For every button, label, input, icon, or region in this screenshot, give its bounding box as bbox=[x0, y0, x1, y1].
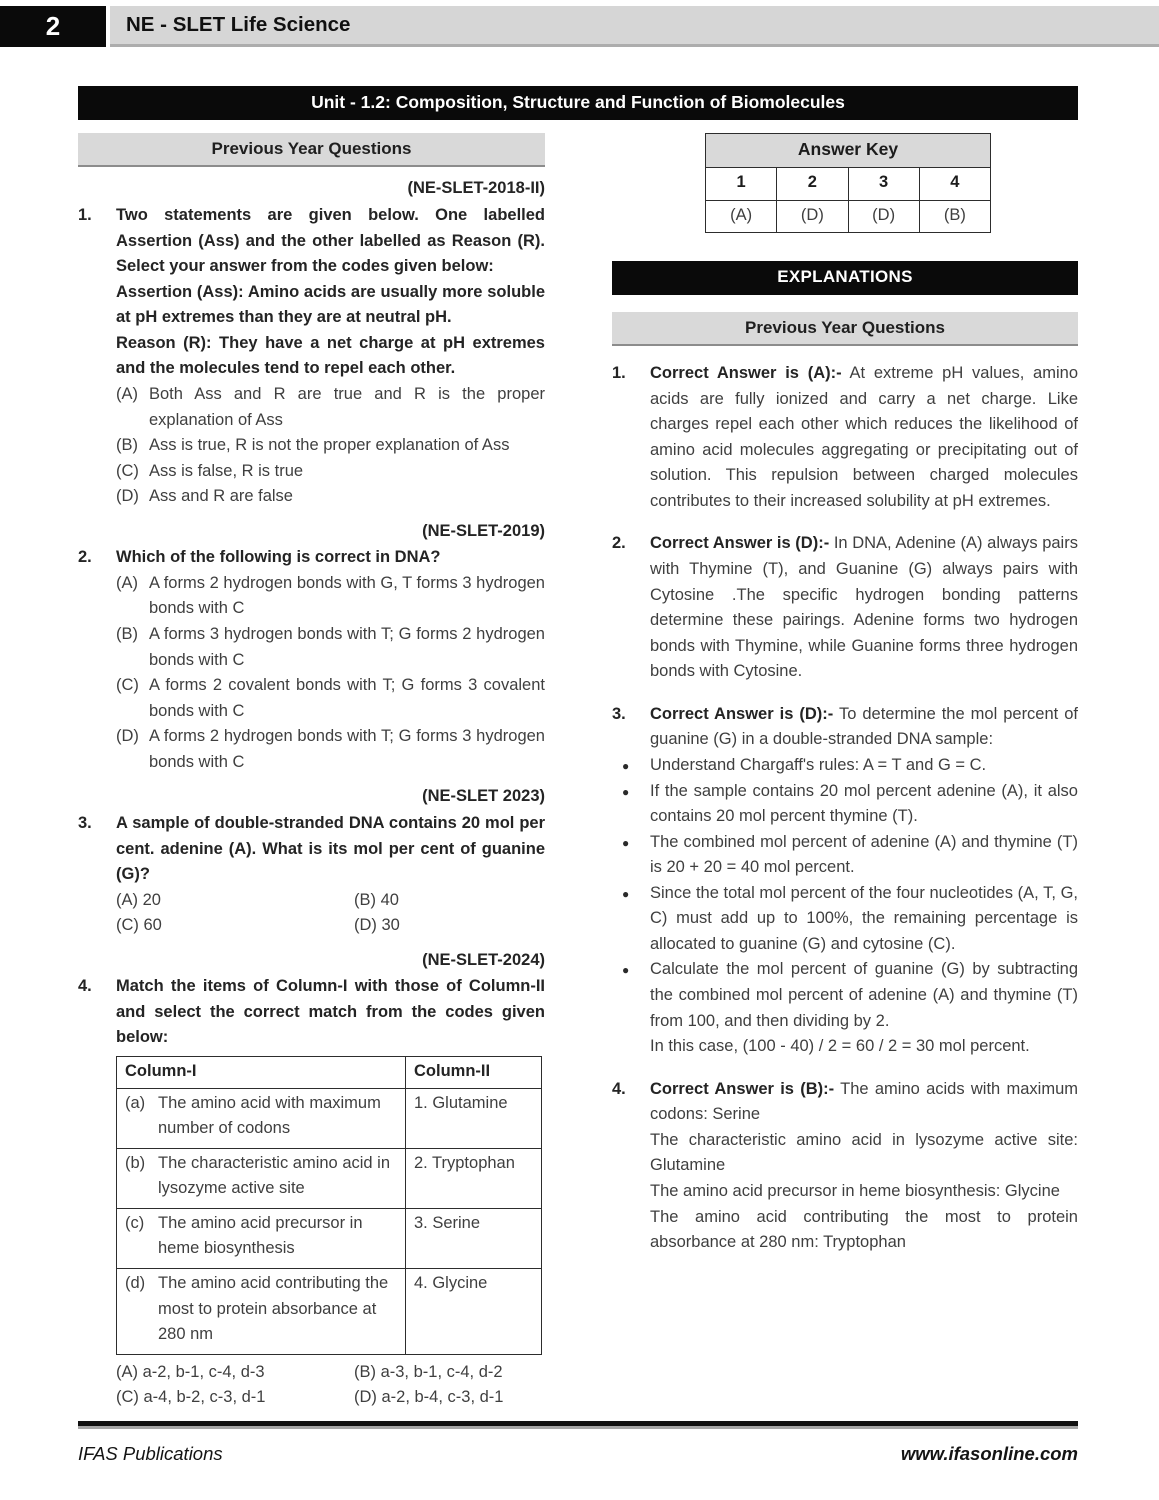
row-match: 2. Tryptophan bbox=[406, 1148, 542, 1208]
publisher-name: IFAS Publications bbox=[78, 1443, 223, 1464]
option-a bbox=[116, 571, 545, 622]
answer-key-answer-row bbox=[706, 200, 991, 233]
answer-1: (A) bbox=[706, 200, 777, 233]
question-body bbox=[116, 811, 545, 939]
page-number-box bbox=[0, 6, 106, 47]
option-marker: (D) bbox=[116, 727, 139, 746]
explanations-banner: EXPLANATIONS bbox=[612, 261, 1078, 294]
answer-key-number-row bbox=[706, 168, 991, 201]
table-row-d bbox=[117, 1268, 542, 1354]
option-text: Ass is true, R is not the proper explanation of Ass bbox=[149, 436, 510, 455]
table-row-a bbox=[117, 1088, 542, 1148]
bullet-text: Calculate the mol percent of guanine (G) by subtracting the combined mol percent of adenine (A) and thymine (T) from 100, and then dividing by 2. bbox=[650, 960, 1078, 1030]
question-number: 1. bbox=[78, 206, 92, 225]
question-number: 2. bbox=[78, 548, 92, 567]
code-c: (C) a-4, b-2, c-3, d-1 bbox=[116, 1388, 266, 1407]
bullet-item bbox=[612, 830, 1078, 881]
match-table bbox=[116, 1056, 542, 1355]
bullet-item bbox=[612, 881, 1078, 958]
bullet-marker: ● bbox=[622, 835, 630, 850]
question-col-4: 4 bbox=[919, 168, 990, 201]
bullet-text: If the sample contains 20 mol percent adenine (A), it also contains 20 mol percent thymine (T). bbox=[650, 781, 1078, 826]
unit-banner: Unit - 1.2: Composition, Structure and Function of Biomolecules bbox=[78, 86, 1078, 120]
option-d bbox=[116, 484, 545, 510]
footer-divider bbox=[78, 1421, 1078, 1429]
explanation-number: 2. bbox=[612, 534, 626, 553]
row-marker: (c) bbox=[125, 1213, 145, 1232]
explanation-line: The amino acids with maximum codons: Serine bbox=[650, 1079, 1078, 1124]
explanation-text: In DNA, Adenine (A) always pairs with Thymine (T), and Guanine (G) always pairs with Cytosine .The specific hydrogen bonding patterns determine these pairings. Adenine forms two hydrogen bonds with Thymine, while Guanine forms three hydrogen bonds with Cytosine. bbox=[650, 534, 1078, 681]
question-stem: Which of the following is correct in DNA? bbox=[116, 548, 441, 567]
option-b bbox=[116, 433, 545, 459]
column-1-header: Column-I bbox=[117, 1057, 406, 1089]
column-2-header: Column-II bbox=[406, 1057, 542, 1089]
page-footer bbox=[78, 1421, 1078, 1469]
correct-answer-lead: Correct Answer is (A):- bbox=[650, 364, 842, 383]
answer-4: (B) bbox=[919, 200, 990, 233]
answer-key-table bbox=[705, 133, 991, 233]
table-row-b bbox=[117, 1148, 542, 1208]
table-row-c bbox=[117, 1208, 542, 1268]
bullet-text: The combined mol percent of adenine (A) and thymine (T) is 20 + 20 = 40 mol percent. bbox=[650, 832, 1078, 877]
row-marker: (d) bbox=[125, 1273, 146, 1292]
option-d bbox=[116, 724, 545, 775]
question-2 bbox=[78, 545, 545, 775]
row-marker: (a) bbox=[125, 1093, 146, 1112]
options-grid bbox=[116, 888, 545, 939]
question-4 bbox=[78, 974, 545, 1051]
previous-year-questions-header-right: Previous Year Questions bbox=[612, 312, 1078, 346]
option-c bbox=[116, 673, 545, 724]
option-marker: (B) bbox=[116, 625, 138, 644]
bullet-item bbox=[612, 753, 1078, 779]
bullet-text: Since the total mol percent of the four nucleotides (A, T, G, C) must add up to 100%, the remaining percentage is allocated to guanine (G) and cytosine (C). bbox=[650, 883, 1078, 953]
question-number: 3. bbox=[78, 813, 92, 832]
option-text: Ass and R are false bbox=[149, 487, 293, 506]
page-content bbox=[78, 86, 1078, 1411]
bullet-item bbox=[612, 957, 1078, 1034]
option-c: (C) 60 bbox=[116, 916, 162, 935]
column-gap bbox=[545, 133, 612, 1411]
explanation-3 bbox=[612, 702, 1078, 753]
option-a bbox=[116, 382, 545, 433]
option-marker: (D) bbox=[116, 487, 139, 506]
question-body bbox=[116, 974, 545, 1051]
question-number: 4. bbox=[78, 977, 92, 996]
question-col-3: 3 bbox=[848, 168, 919, 201]
question-stem: Two statements are given below. One labelled Assertion (Ass) and the other labelled as Reason (R). Select your answer from the codes given below: bbox=[116, 206, 545, 276]
answer-codes bbox=[116, 1360, 545, 1411]
explanation-number: 1. bbox=[612, 364, 626, 383]
row-match: 3. Serine bbox=[406, 1208, 542, 1268]
calculation-result: In this case, (100 - 40) / 2 = 60 / 2 = 30 mol percent. bbox=[650, 1037, 1030, 1056]
assertion-text: Assertion (Ass): Amino acids are usually more soluble at pH extremes than they are at neutral pH. bbox=[116, 282, 545, 327]
row-text: The amino acid contributing the most to protein absorbance at 280 nm bbox=[158, 1273, 389, 1344]
question-body bbox=[116, 545, 545, 775]
explanation-text: To determine the mol percent of guanine (G) in a double-stranded DNA sample: bbox=[650, 704, 1078, 749]
explanation-number: 3. bbox=[612, 704, 626, 723]
row-text: The amino acid with maximum number of codons bbox=[158, 1093, 381, 1138]
explanation-number: 4. bbox=[612, 1079, 626, 1098]
question-tag: (NE-SLET 2023) bbox=[422, 787, 545, 806]
page-number: 2 bbox=[45, 11, 61, 42]
explanation-4 bbox=[612, 1077, 1078, 1256]
match-table-wrap bbox=[116, 1056, 545, 1411]
bullet-marker: ● bbox=[622, 886, 630, 901]
question-tag: (NE-SLET-2019) bbox=[422, 521, 545, 540]
book-title-bar bbox=[110, 6, 1159, 47]
option-a: (A) 20 bbox=[116, 890, 161, 909]
option-marker: (A) bbox=[116, 384, 138, 403]
row-text: The characteristic amino acid in lysozyme active site bbox=[158, 1153, 391, 1198]
answer-key-title-row bbox=[706, 134, 991, 168]
option-b bbox=[116, 622, 545, 673]
option-marker: (B) bbox=[116, 436, 138, 455]
row-match: 4. Glycine bbox=[406, 1268, 542, 1354]
question-1 bbox=[78, 203, 545, 510]
explanation-body bbox=[650, 361, 1078, 514]
option-text: A forms 2 covalent bonds with T; G forms 3 covalent bonds with C bbox=[149, 676, 545, 720]
question-stem: Match the items of Column-I with those of Column-II and select the correct match from the codes given below: bbox=[116, 977, 545, 1047]
code-d: (D) a-2, b-4, c-3, d-1 bbox=[354, 1388, 504, 1407]
previous-year-questions-header-left: Previous Year Questions bbox=[78, 133, 545, 167]
question-3 bbox=[78, 811, 545, 939]
answer-3: (D) bbox=[848, 200, 919, 233]
explanation-body bbox=[650, 1077, 1078, 1256]
footer-row bbox=[78, 1440, 1078, 1469]
questions-column bbox=[78, 133, 545, 1411]
code-a: (A) a-2, b-1, c-4, d-3 bbox=[116, 1362, 265, 1381]
option-d: (D) 30 bbox=[354, 916, 400, 935]
question-tag: (NE-SLET-2024) bbox=[422, 950, 545, 969]
bullet-marker: ● bbox=[622, 758, 630, 773]
bullet-marker: ● bbox=[622, 963, 630, 978]
explanation-body bbox=[650, 531, 1078, 684]
two-column-layout bbox=[78, 133, 1078, 1411]
correct-answer-lead: Correct Answer is (D):- bbox=[650, 704, 834, 723]
answer-2: (D) bbox=[777, 200, 848, 233]
option-text: A forms 2 hydrogen bonds with T; G forms 3 hydrogen bonds with C bbox=[149, 727, 545, 771]
question-tag: (NE-SLET-2018-II) bbox=[407, 179, 545, 198]
publisher-website: www.ifasonline.com bbox=[900, 1443, 1078, 1464]
bullet-marker: ● bbox=[622, 784, 630, 799]
question-body bbox=[116, 203, 545, 510]
option-marker: (C) bbox=[116, 676, 139, 695]
question-stem: A sample of double-stranded DNA contains 20 mol per cent. adenine (A). What is its mol per cent of guanine (G)? bbox=[116, 813, 545, 884]
option-text: Ass is false, R is true bbox=[149, 461, 304, 480]
option-text: A forms 3 hydrogen bonds with T; G forms 2 hydrogen bonds with C bbox=[149, 625, 545, 669]
reason-text: Reason (R): They have a net charge at pH extremes and the molecules tend to repel each other. bbox=[116, 333, 545, 378]
code-b: (B) a-3, b-1, c-4, d-2 bbox=[354, 1362, 503, 1381]
row-match: 1. Glutamine bbox=[406, 1088, 542, 1148]
page-header bbox=[0, 6, 1159, 47]
option-text: A forms 2 hydrogen bonds with G, T forms 3 hydrogen bonds with C bbox=[149, 573, 545, 618]
explanations-column bbox=[612, 133, 1078, 1411]
answer-key-title: Answer Key bbox=[706, 134, 991, 168]
row-marker: (b) bbox=[125, 1153, 146, 1172]
explanation-2 bbox=[612, 531, 1078, 684]
correct-answer-lead: Correct Answer is (B):- bbox=[650, 1079, 835, 1098]
question-col-1: 1 bbox=[706, 168, 777, 201]
row-text: The amino acid precursor in heme biosynthesis bbox=[158, 1213, 363, 1258]
option-c bbox=[116, 459, 545, 485]
explanation-line: The amino acid contributing the most to protein absorbance at 280 nm: Tryptophan bbox=[650, 1207, 1078, 1252]
explanation-line: The amino acid precursor in heme biosynthesis: Glycine bbox=[650, 1181, 1060, 1200]
bullet-item bbox=[612, 779, 1078, 830]
table-header-row bbox=[117, 1057, 542, 1089]
question-col-2: 2 bbox=[777, 168, 848, 201]
correct-answer-lead: Correct Answer is (D):- bbox=[650, 534, 830, 553]
book-title: NE - SLET Life Science bbox=[126, 13, 351, 37]
explanation-body bbox=[650, 702, 1078, 753]
explanation-1 bbox=[612, 361, 1078, 514]
explanation-line: The characteristic amino acid in lysozyme active site: Glutamine bbox=[650, 1130, 1078, 1175]
bullet-text: Understand Chargaff's rules: A = T and G = C. bbox=[650, 755, 987, 774]
option-marker: (A) bbox=[116, 573, 138, 592]
option-marker: (C) bbox=[116, 461, 139, 480]
explanation-text: At extreme pH values, amino acids are fully ionized and carry a net charge. Like charges repel each other which reduces the likelihood of amino acid molecules aggregating or precipitating out of solution. This repulsion between charged molecules contributes to their increased solubility at pH extremes. bbox=[650, 364, 1078, 510]
option-b: (B) 40 bbox=[354, 890, 399, 909]
option-text: Both Ass and R are true and R is the proper explanation of Ass bbox=[149, 384, 545, 429]
